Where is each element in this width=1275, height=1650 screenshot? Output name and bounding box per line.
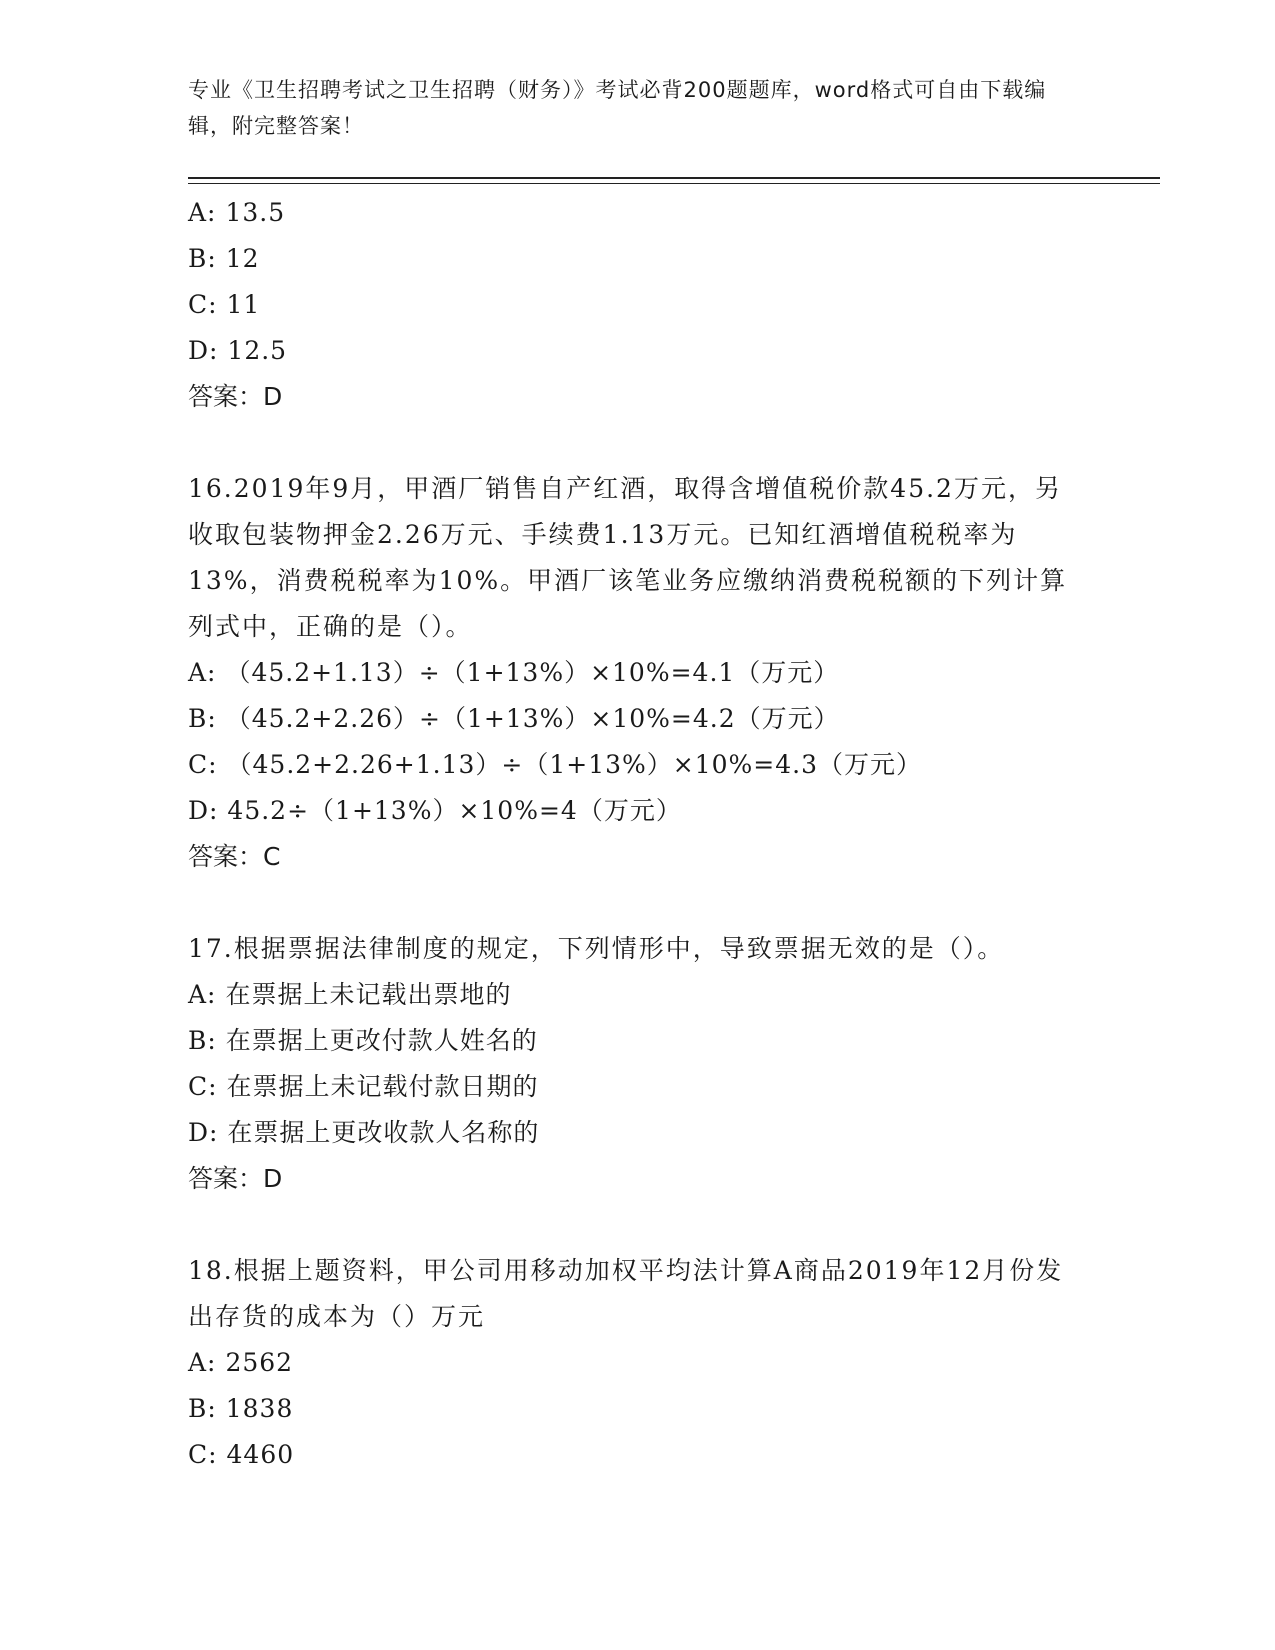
option-c <box>188 1432 1088 1478</box>
question-text: 18.根据上题资料，甲公司用移动加权平均法计算A商品2019年12月份发出存货的成本为（）万元 <box>188 1256 1064 1331</box>
option-label: A: <box>188 980 217 1009</box>
option-label: A: <box>188 1348 217 1377</box>
option-a <box>188 1340 1088 1386</box>
option-text: （45.2+2.26+1.13）÷（1+13%）×10%=4.3（万元） <box>226 750 922 779</box>
option-label: B: <box>188 704 217 733</box>
option-b <box>188 1018 1088 1064</box>
option-text: （45.2+2.26）÷（1+13%）×10%=4.2（万元） <box>225 704 840 733</box>
prev-question-block <box>188 190 1088 420</box>
header-rule-thin <box>188 183 1160 184</box>
option-label: C: <box>188 750 218 779</box>
option-label: B: <box>188 244 217 273</box>
question-text: 16.2019年9月，甲酒厂销售自产红酒，取得含增值税价款45.2万元，另收取包装物押金2.26万元、手续费1.13万元。已知红酒增值税税率为13%，消费税税率为10%。甲酒厂该笔业务应缴纳消费税税额的下列计算列式中，正确的是（）。 <box>188 474 1068 641</box>
option-text: 在票据上未记载出票地的 <box>225 980 512 1009</box>
option-text: 在票据上未记载付款日期的 <box>226 1072 539 1101</box>
option-c <box>188 1064 1088 1110</box>
header-title: 专业《卫生招聘考试之卫生招聘（财务）》考试必背200题题库，word格式可自由下载编辑，附完整答案！ <box>188 78 1047 138</box>
question-18 <box>188 1248 1088 1478</box>
option-label: B: <box>188 1026 217 1055</box>
question-17 <box>188 926 1088 1202</box>
option-a <box>188 972 1088 1018</box>
option-label: D: <box>188 336 219 365</box>
question-content <box>188 190 1088 1478</box>
option-text: 在票据上更改收款人名称的 <box>227 1118 540 1147</box>
option-text: 11 <box>226 290 261 319</box>
option-d <box>188 328 1088 374</box>
option-text: 45.2÷（1+13%）×10%=4（万元） <box>227 796 682 825</box>
option-text: 在票据上更改付款人姓名的 <box>225 1026 538 1055</box>
option-c <box>188 742 1088 788</box>
option-text: 13.5 <box>225 198 286 227</box>
option-label: D: <box>188 1118 219 1147</box>
option-d <box>188 788 1088 834</box>
option-a <box>188 190 1088 236</box>
option-label: C: <box>188 290 218 319</box>
option-label: D: <box>188 796 219 825</box>
option-b <box>188 1386 1088 1432</box>
option-label: B: <box>188 1394 217 1423</box>
option-d <box>188 1110 1088 1156</box>
document-header <box>188 72 1088 144</box>
option-text: （45.2+1.13）÷（1+13%）×10%=4.1（万元） <box>225 658 840 687</box>
option-text: 12 <box>225 244 260 273</box>
option-label: C: <box>188 1072 218 1101</box>
option-text: 1838 <box>225 1394 294 1423</box>
answer-line: 答案：C <box>188 842 281 871</box>
option-label: A: <box>188 658 217 687</box>
option-c <box>188 282 1088 328</box>
option-text: 12.5 <box>227 336 288 365</box>
option-a <box>188 650 1088 696</box>
option-text: 2562 <box>225 1348 294 1377</box>
question-16 <box>188 466 1088 880</box>
option-label: C: <box>188 1440 218 1469</box>
header-rule-thick <box>188 177 1160 179</box>
option-b <box>188 696 1088 742</box>
answer-line: 答案：D <box>188 382 283 411</box>
option-b <box>188 236 1088 282</box>
option-text: 4460 <box>226 1440 295 1469</box>
option-label: A: <box>188 198 217 227</box>
question-text: 17.根据票据法律制度的规定，下列情形中，导致票据无效的是（）。 <box>188 934 1005 963</box>
answer-line: 答案：D <box>188 1164 283 1193</box>
